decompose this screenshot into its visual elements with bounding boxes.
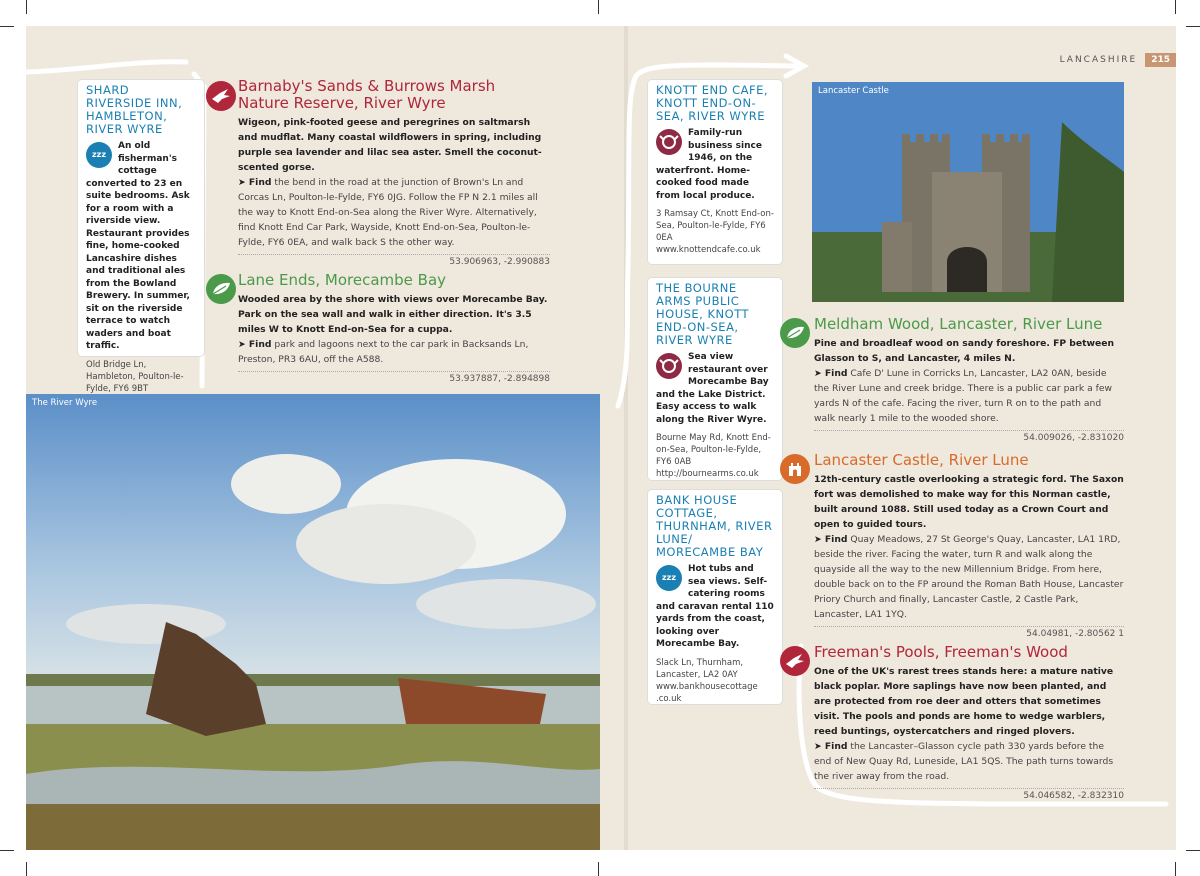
card-description: An old fisherman's cottage converted to 23 en suite bedrooms. Ask for a room with a riverside view. Restaurant provides fine, home-cooked Lancashire dishes and traditional ales from the Bowland Brewery. In summer, sit on the riverside terrace to watch waders and boat traffic. bbox=[86, 141, 190, 351]
entry-title: Meldham Wood, Lancaster, River Lune bbox=[814, 315, 1103, 333]
entry-description: One of the UK's rarest trees stands here: a mature native black poplar. More saplings have now been planted, and are protected from roe deer and otters that sometimes visit. The pools and ponds are home to wedge warblers, reed buntings, oystercatchers and ringed plovers. bbox=[814, 666, 1114, 737]
card-website[interactable]: http://bournearms.co.uk bbox=[656, 469, 759, 479]
book-spread bbox=[26, 26, 1176, 850]
crop-mark bbox=[0, 850, 14, 851]
card-address: 3 Ramsay Ct, Knott End-on-Sea, Poulton-le-Fylde, FY6 0EA bbox=[656, 209, 774, 243]
entry-meldham-wood: Meldham Wood, Lancaster, River Lune Pine and broadleaf wood on sandy foreshore. FP between Glasson to S, and Lancaster, 4 miles N. ➤ Find Cafe D' Lune in Corricks Ln, Lancaster, LA2 0AN, beside the River Lune and creek bridge. There is a public car park a few yards N of the cafe. Facing the river, turn R on to the path and walk nearly 1 mile to the wooded shore. 54.009026, -2.831020 bbox=[814, 315, 1124, 443]
entry-coordinates: 53.937887, -2.894898 bbox=[238, 371, 550, 384]
card-description: Family-run business since 1946, on the waterfront. Home-cooked food made from local produce. bbox=[656, 128, 762, 201]
crop-mark bbox=[598, 862, 599, 876]
find-label: Find bbox=[248, 339, 272, 350]
sleep-icon: zzz bbox=[656, 565, 682, 591]
crop-mark bbox=[1186, 850, 1200, 851]
page-header bbox=[1060, 52, 1176, 68]
food-icon bbox=[656, 129, 682, 155]
sleep-icon: zzz bbox=[86, 142, 112, 168]
crop-mark bbox=[0, 26, 14, 27]
find-label: Find bbox=[824, 741, 848, 752]
card-address: Slack Ln, Thurnham, Lancaster, LA2 0AY bbox=[656, 657, 744, 680]
entry-find: park and lagoons next to the car park in Backsands Ln, Preston, PR3 6AU, off the A588. bbox=[238, 339, 529, 365]
page-number: 215 bbox=[1145, 53, 1176, 67]
card-description: Sea view restaurant over Morecambe Bay and the Lake District. Easy access to walk along the River Wyre. bbox=[656, 352, 769, 425]
bird-icon bbox=[780, 646, 810, 676]
photo-caption: Lancaster Castle bbox=[818, 86, 889, 96]
entry-coordinates: 54.046582, -2.832310 bbox=[814, 788, 1124, 801]
food-icon bbox=[656, 353, 682, 379]
entry-coordinates: 54.009026, -2.831020 bbox=[814, 430, 1124, 443]
crop-mark bbox=[26, 0, 27, 14]
leaf-icon bbox=[206, 274, 236, 304]
crop-mark bbox=[1175, 0, 1176, 14]
entry-description: Wooded area by the shore with views over Morecambe Bay. Park on the sea wall and walk in either direction. It's 3.5 miles W to Knott End-on-Sea for a cuppa. bbox=[238, 294, 548, 335]
card-title: KNOTT END CAFE, KNOTT END-ON-SEA, RIVER WYRE bbox=[656, 83, 769, 123]
entry-find: the Lancaster–Glasson cycle path 330 yards before the end of New Quay Rd, Luneside, LA1 5QS. The path turns towards the river away from the road. bbox=[814, 741, 1114, 782]
card-website[interactable]: www.knottendcafe.co.uk bbox=[656, 245, 761, 255]
entry-lane-ends: Lane Ends, Morecambe Bay Wooded area by the shore with views over Morecambe Bay. Park on the sea wall and walk in either direction. It's 3.5 miles W to Knott End-on-Sea for a cuppa. ➤ Find park and lagoons next to the car park in Backsands Ln, Preston, PR3 6AU, off the A588. 53.937887, -2.894898 bbox=[238, 271, 550, 384]
card-description: Hot tubs and sea views. Self-catering rooms and caravan rental 110 yards from the coast, looking over Morecambe Bay. bbox=[656, 564, 774, 649]
leaf-icon bbox=[780, 318, 810, 348]
entry-title: Freeman's Pools, Freeman's Wood bbox=[814, 643, 1068, 661]
section-title: LANCASHIRE bbox=[1059, 55, 1138, 65]
photo-caption: The River Wyre bbox=[32, 398, 98, 408]
find-label: Find bbox=[824, 534, 848, 545]
entry-barnabys-sands: Barnaby's Sands & Burrows Marsh Nature Reserve, River Wyre Wigeon, pink-footed geese and peregrines on saltmarsh and mudflat. Many coastal wildflowers in spring, including purple sea lavender and lilac sea aster. Smell the coconut-scented gorse. ➤ Find the bend in the road at the junction of Brown's Ln and Corcas Ln, Poulton-le-Fylde, FY6 0JG. Follow the FP N 2.1 miles all the way to Knott End-on-Sea along the River Wyre. Alternatively, find Knott End Car Park, Wayside, Knott End-on-Sea, Poulton-le-Fylde, FY6 0EA, and walk back S the other way. 53.906963, -2.990883 bbox=[238, 77, 550, 267]
listing-card bbox=[648, 80, 782, 264]
crop-mark bbox=[1175, 862, 1176, 876]
lancaster-castle-photo bbox=[812, 82, 1124, 302]
listing-card bbox=[648, 278, 782, 480]
entry-coordinates: 53.906963, -2.990883 bbox=[238, 254, 550, 267]
listing-card bbox=[648, 490, 782, 704]
castle-icon bbox=[780, 454, 810, 484]
entry-description: Pine and broadleaf wood on sandy foreshore. FP between Glasson to S, and Lancaster, 4 miles N. bbox=[814, 338, 1114, 364]
entry-freemans-pools: Freeman's Pools, Freeman's Wood One of the UK's rarest trees stands here: a mature native black poplar. More saplings have now been planted, and are protected from roe deer and otters that sometimes visit. The pools and ponds are home to wedge warblers, reed buntings, oystercatchers and ringed plovers. ➤ Find the Lancaster–Glasson cycle path 330 yards before the end of New Quay Rd, Luneside, LA1 5QS. The path turns towards the river away from the road. 54.046582, -2.832310 bbox=[814, 643, 1124, 801]
entry-title: Lancaster Castle, River Lune bbox=[814, 451, 1029, 469]
entry-find: Cafe D' Lune in Corricks Ln, Lancaster, LA2 0AN, beside the River Lune and creek bridge. There is a public car park a few yards N of the cafe. Facing the river, turn R on to the path and walk nearly 1 mile to the wooded shore. bbox=[814, 368, 1113, 424]
card-title: SHARD RIVERSIDE INN, HAMBLETON, RIVER WYRE bbox=[86, 83, 183, 136]
find-label: Find bbox=[248, 177, 272, 188]
card-address: Bourne May Rd, Knott End-on-Sea, Poulton-le-Fylde, FY6 0AB bbox=[656, 433, 771, 467]
find-label: Find bbox=[824, 368, 848, 379]
entry-find: the bend in the road at the junction of Brown's Ln and Corcas Ln, Poulton-le-Fylde, FY6 0JG. Follow the FP N 2.1 miles all the way to Knott End-on-Sea along the River Wyre. Alternatively, find Knott End Car Park, Wayside, Knott End-on-Sea, Poulton-le-Fylde, FY6 0EA, and walk back S the other way. bbox=[238, 177, 538, 248]
entry-description: 12th-century castle overlooking a strategic ford. The Saxon fort was demolished to make way for this Norman castle, built around 1088. Still used today as a Crown Court and open to guided tours. bbox=[814, 474, 1124, 530]
entry-find: Quay Meadows, 27 St George's Quay, Lancaster, LA1 1RD, beside the river. Facing the water, turn R and walk along the quayside all the way to the new Millennium Bridge. From here, double back on to the FP around the Roman Bath House, Lancaster Priory Church and finally, Lancaster Castle, 2 Castle Park, Lancaster, LA1 1YQ. bbox=[814, 534, 1124, 620]
crop-mark bbox=[1186, 26, 1200, 27]
card-title: THE BOURNE ARMS PUBLIC HOUSE, KNOTT END-ON-SEA, RIVER WYRE bbox=[656, 281, 750, 347]
entry-title: Lane Ends, Morecambe Bay bbox=[238, 271, 447, 289]
entry-description: Wigeon, pink-footed geese and peregrines on saltmarsh and mudflat. Many coastal wildflowers in spring, including purple sea lavender and lilac sea aster. Smell the coconut-scented gorse. bbox=[238, 117, 542, 173]
crop-mark bbox=[26, 862, 27, 876]
entry-lancaster-castle: Lancaster Castle, River Lune 12th-century castle overlooking a strategic ford. The Saxon fort was demolished to make way for this Norman castle, built around 1088. Still used today as a Crown Court and open to guided tours. ➤ Find Quay Meadows, 27 St George's Quay, Lancaster, LA1 1RD, beside the river. Facing the water, turn R and walk along the quayside all the way to the new Millennium Bridge. From here, double back on to the FP around the Roman Bath House, Lancaster Priory Church and finally, Lancaster Castle, 2 Castle Park, Lancaster, LA1 1YQ. 54.04981, -2.80562 1 bbox=[814, 451, 1124, 639]
entry-title: Barnaby's Sands & Burrows Marsh Nature Reserve, River Wyre bbox=[238, 77, 496, 112]
card-website[interactable]: www.bankhousecottage .co.uk bbox=[656, 681, 758, 704]
listing-card bbox=[78, 80, 204, 394]
card-address: Old Bridge Ln, Hambleton, Poulton-le-Fylde, FY6 9BT bbox=[86, 359, 184, 394]
river-wyre-photo bbox=[26, 394, 600, 850]
crop-mark bbox=[598, 0, 599, 14]
bird-icon bbox=[206, 81, 236, 111]
entry-coordinates: 54.04981, -2.80562 1 bbox=[814, 626, 1124, 639]
card-title: BANK HOUSE COTTAGE, THURNHAM, RIVER LUNE/ MORECAMBE BAY bbox=[656, 493, 773, 559]
